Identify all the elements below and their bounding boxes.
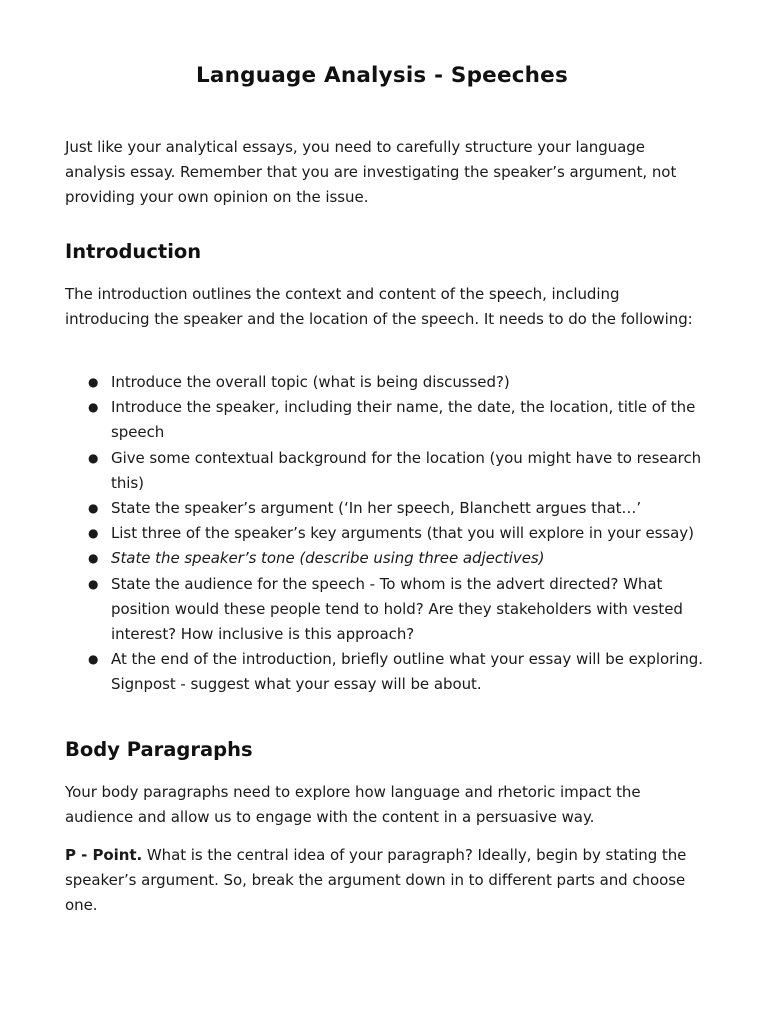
list-item: [65, 546, 705, 571]
point-paragraph: [65, 843, 705, 919]
introduction-heading: Introduction: [65, 240, 202, 263]
page-title: Language Analysis - Speeches: [196, 63, 568, 88]
list-item-text: Introduce the speaker, including their name, the date, the location, title of the speech: [111, 398, 696, 442]
list-item-text: State the speaker’s argument (‘In her speech, Blanchett argues that…’: [111, 499, 642, 518]
point-label: P - Point.: [65, 846, 143, 864]
bullet-icon: ●: [88, 576, 99, 591]
list-item: [65, 446, 705, 496]
intro-paragraph: Just like your analytical essays, you need to carefully structure your language analysis essay. Remember that you are investigating the speaker’s argument, not providing your own opinion on the issue.: [65, 138, 677, 207]
list-item: [65, 647, 705, 697]
bullet-icon: ●: [88, 450, 99, 465]
body-paragraph: Your body paragraphs need to explore how language and rhetoric impact the audience and allow us to engage with the content in a persuasive way.: [65, 783, 641, 827]
body-paragraphs-heading: Body Paragraphs: [65, 738, 253, 761]
bullet-icon: ●: [88, 375, 99, 389]
bullet-icon: ●: [88, 551, 99, 566]
introduction-bullet-list: [65, 370, 705, 698]
list-item-text: State the speaker’s tone (describe using three adjectives): [111, 549, 545, 568]
bullet-icon: ●: [88, 400, 99, 415]
list-item: [65, 521, 705, 546]
bullet-icon: ●: [88, 526, 99, 541]
list-item-text: List three of the speaker’s key arguments (that you will explore in your essay): [111, 524, 694, 543]
list-item-text: State the audience for the speech - To whom is the advert directed? What position would these people tend to hold? Are they stakeholders with vested interest? How inclusive is this approach?: [111, 574, 683, 644]
point-text: What is the central idea of your paragraph? Ideally, begin by stating the speaker’s argument. So, break the argument down in to different parts and choose one.: [65, 846, 687, 915]
list-item: [65, 395, 705, 445]
list-item-text: Give some contextual background for the location (you might have to research this): [111, 448, 702, 492]
bullet-icon: ●: [88, 501, 99, 516]
bullet-icon: ●: [88, 652, 99, 667]
list-item-text: At the end of the introduction, briefly outline what your essay will be exploring. Signpost - suggest what your essay will be about.: [111, 650, 703, 694]
list-item: [65, 370, 705, 395]
introduction-paragraph: The introduction outlines the context and content of the speech, including introducing the speaker and the location of the speech. It needs to do the following:: [65, 285, 693, 329]
list-item: [65, 572, 705, 648]
list-item-text: Introduce the overall topic (what is being discussed?): [111, 373, 510, 391]
list-item: [65, 496, 705, 521]
